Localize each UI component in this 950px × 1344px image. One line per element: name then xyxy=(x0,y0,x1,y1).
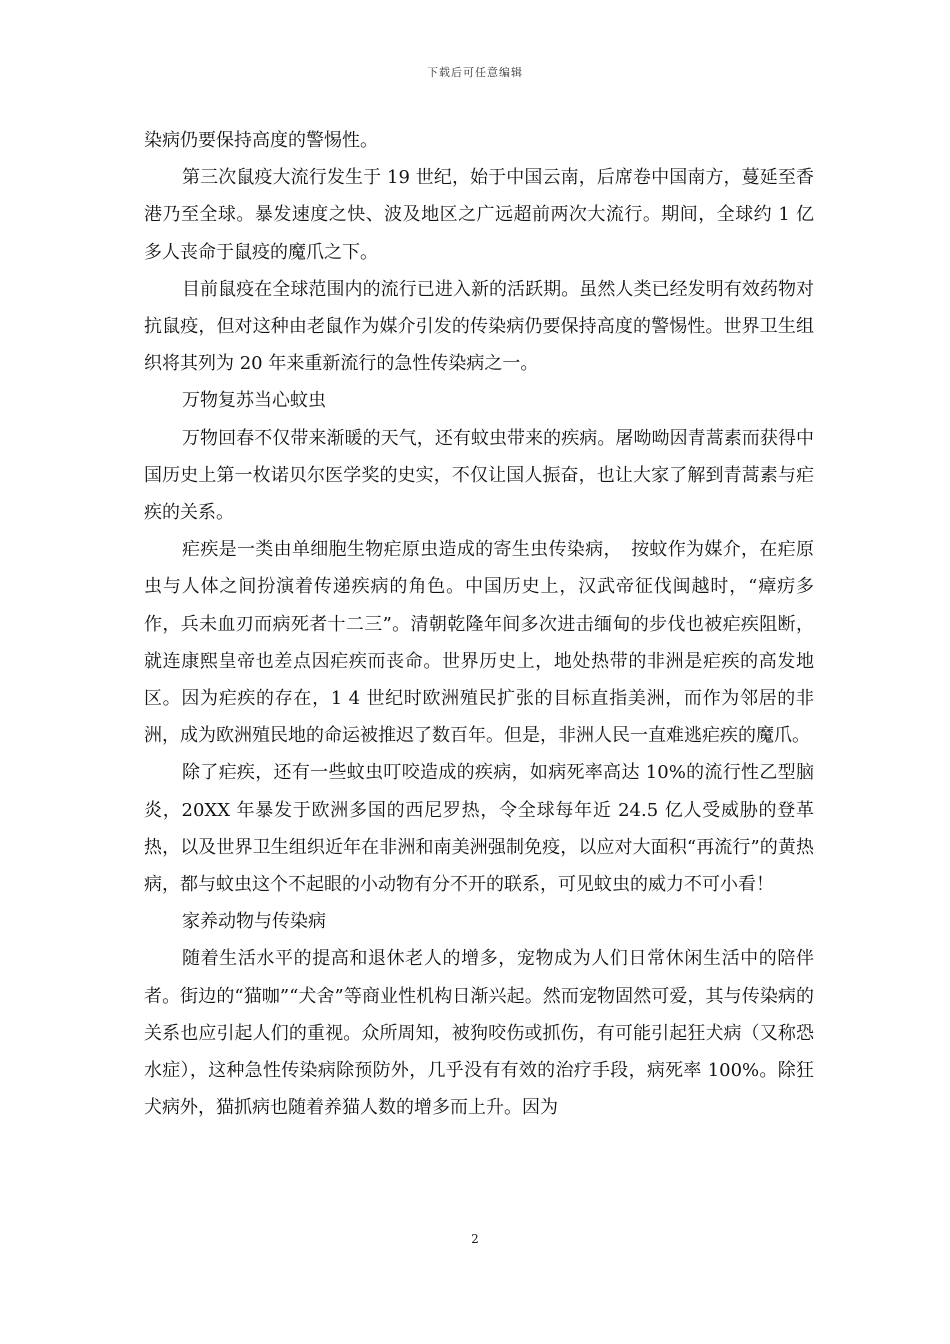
paragraph: 随着生活水平的提高和退休老人的增多，宠物成为人们日常休闲生活中的陪伴者。街边的“猫咖”“犬舍”等商业性机构日渐兴起。然而宠物固然可爱，其与传染病的关系也应引起人们的重视。众所周知，被狗咬伤或抓伤，有可能引起狂犬病（又称恐水症），这种急性传染病除预防外，几乎没有有效的治疗手段，病死率 100%。除狂犬病外，猫抓病也随着养猫人数的增多而上升。因为 xyxy=(144,948,814,1119)
page-number: 2 xyxy=(471,1232,479,1246)
section-heading: 万物复苏当心蚊虫 xyxy=(182,390,326,412)
paragraph: 第三次鼠疫大流行发生于 19 世纪，始于中国云南，后席卷中国南方，蔓延至香港乃至全球。暴发速度之快、波及地区之广远超前两次大流行。期间，全球约 1 亿多人丧命于鼠疫的魔爪之下。 xyxy=(144,167,814,263)
paragraph: 万物回春不仅带来渐暖的天气，还有蚊虫带来的疾病。屠呦呦因青蒿素而获得中国历史上第一枚诺贝尔医学奖的史实，不仅让国人振奋，也让大家了解到青蒿素与疟疾的关系。 xyxy=(144,427,814,524)
paragraph: 疟疾是一类由单细胞生物疟原虫造成的寄生虫传染病， 按蚊作为媒介，在疟原虫与人体之间扮演着传递疾病的角色。中国历史上，汉武帝征伐闽越时，“瘴疠多作，兵未血刃而病死者十二三”。清朝乾隆年间多次进击缅甸的步伐也被疟疾阻断，就连康熙皇帝也差点因疟疾而丧命。世界历史上，地处热带的非洲是疟疾的高发地区。因为疟疾的存在，1 4 世纪时欧洲殖民扩张的目标直指美洲，而作为邻居的非洲，成为欧洲殖民地的命运被推迟了数百年。但是，非洲人民一直难逃疟疾的魔爪。 xyxy=(144,539,814,747)
paragraph: 目前鼠疫在全球范围内的流行已进入新的活跃期。虽然人类已经发明有效药物对抗鼠疫，但对这种由老鼠作为媒介引发的传染病仍要保持高度的警惕性。世界卫生组织将其列为 20 年来重新流行的急性传染病之一。 xyxy=(144,278,814,375)
section-heading: 家养动物与传染病 xyxy=(182,911,326,933)
paragraph: 除了疟疾，还有一些蚊虫叮咬造成的疾病，如病死率高达 10%的流行性乙型脑炎，20XX 年暴发于欧洲多国的西尼罗热，令全球每年近 24.5 亿人受威胁的登革热，以及世界卫生组织近年在非洲和南美洲强制免疫，以应对大面积“再流行”的黄热病，都与蚊虫这个不起眼的小动物有分不开的联系，可见蚊虫的威力不可小看！ xyxy=(144,762,814,896)
page-header: 下载后可任意编辑 xyxy=(427,66,523,79)
paragraph-continuation: 染病仍要保持高度的警惕性。 xyxy=(144,130,378,151)
document-body xyxy=(144,122,814,1126)
